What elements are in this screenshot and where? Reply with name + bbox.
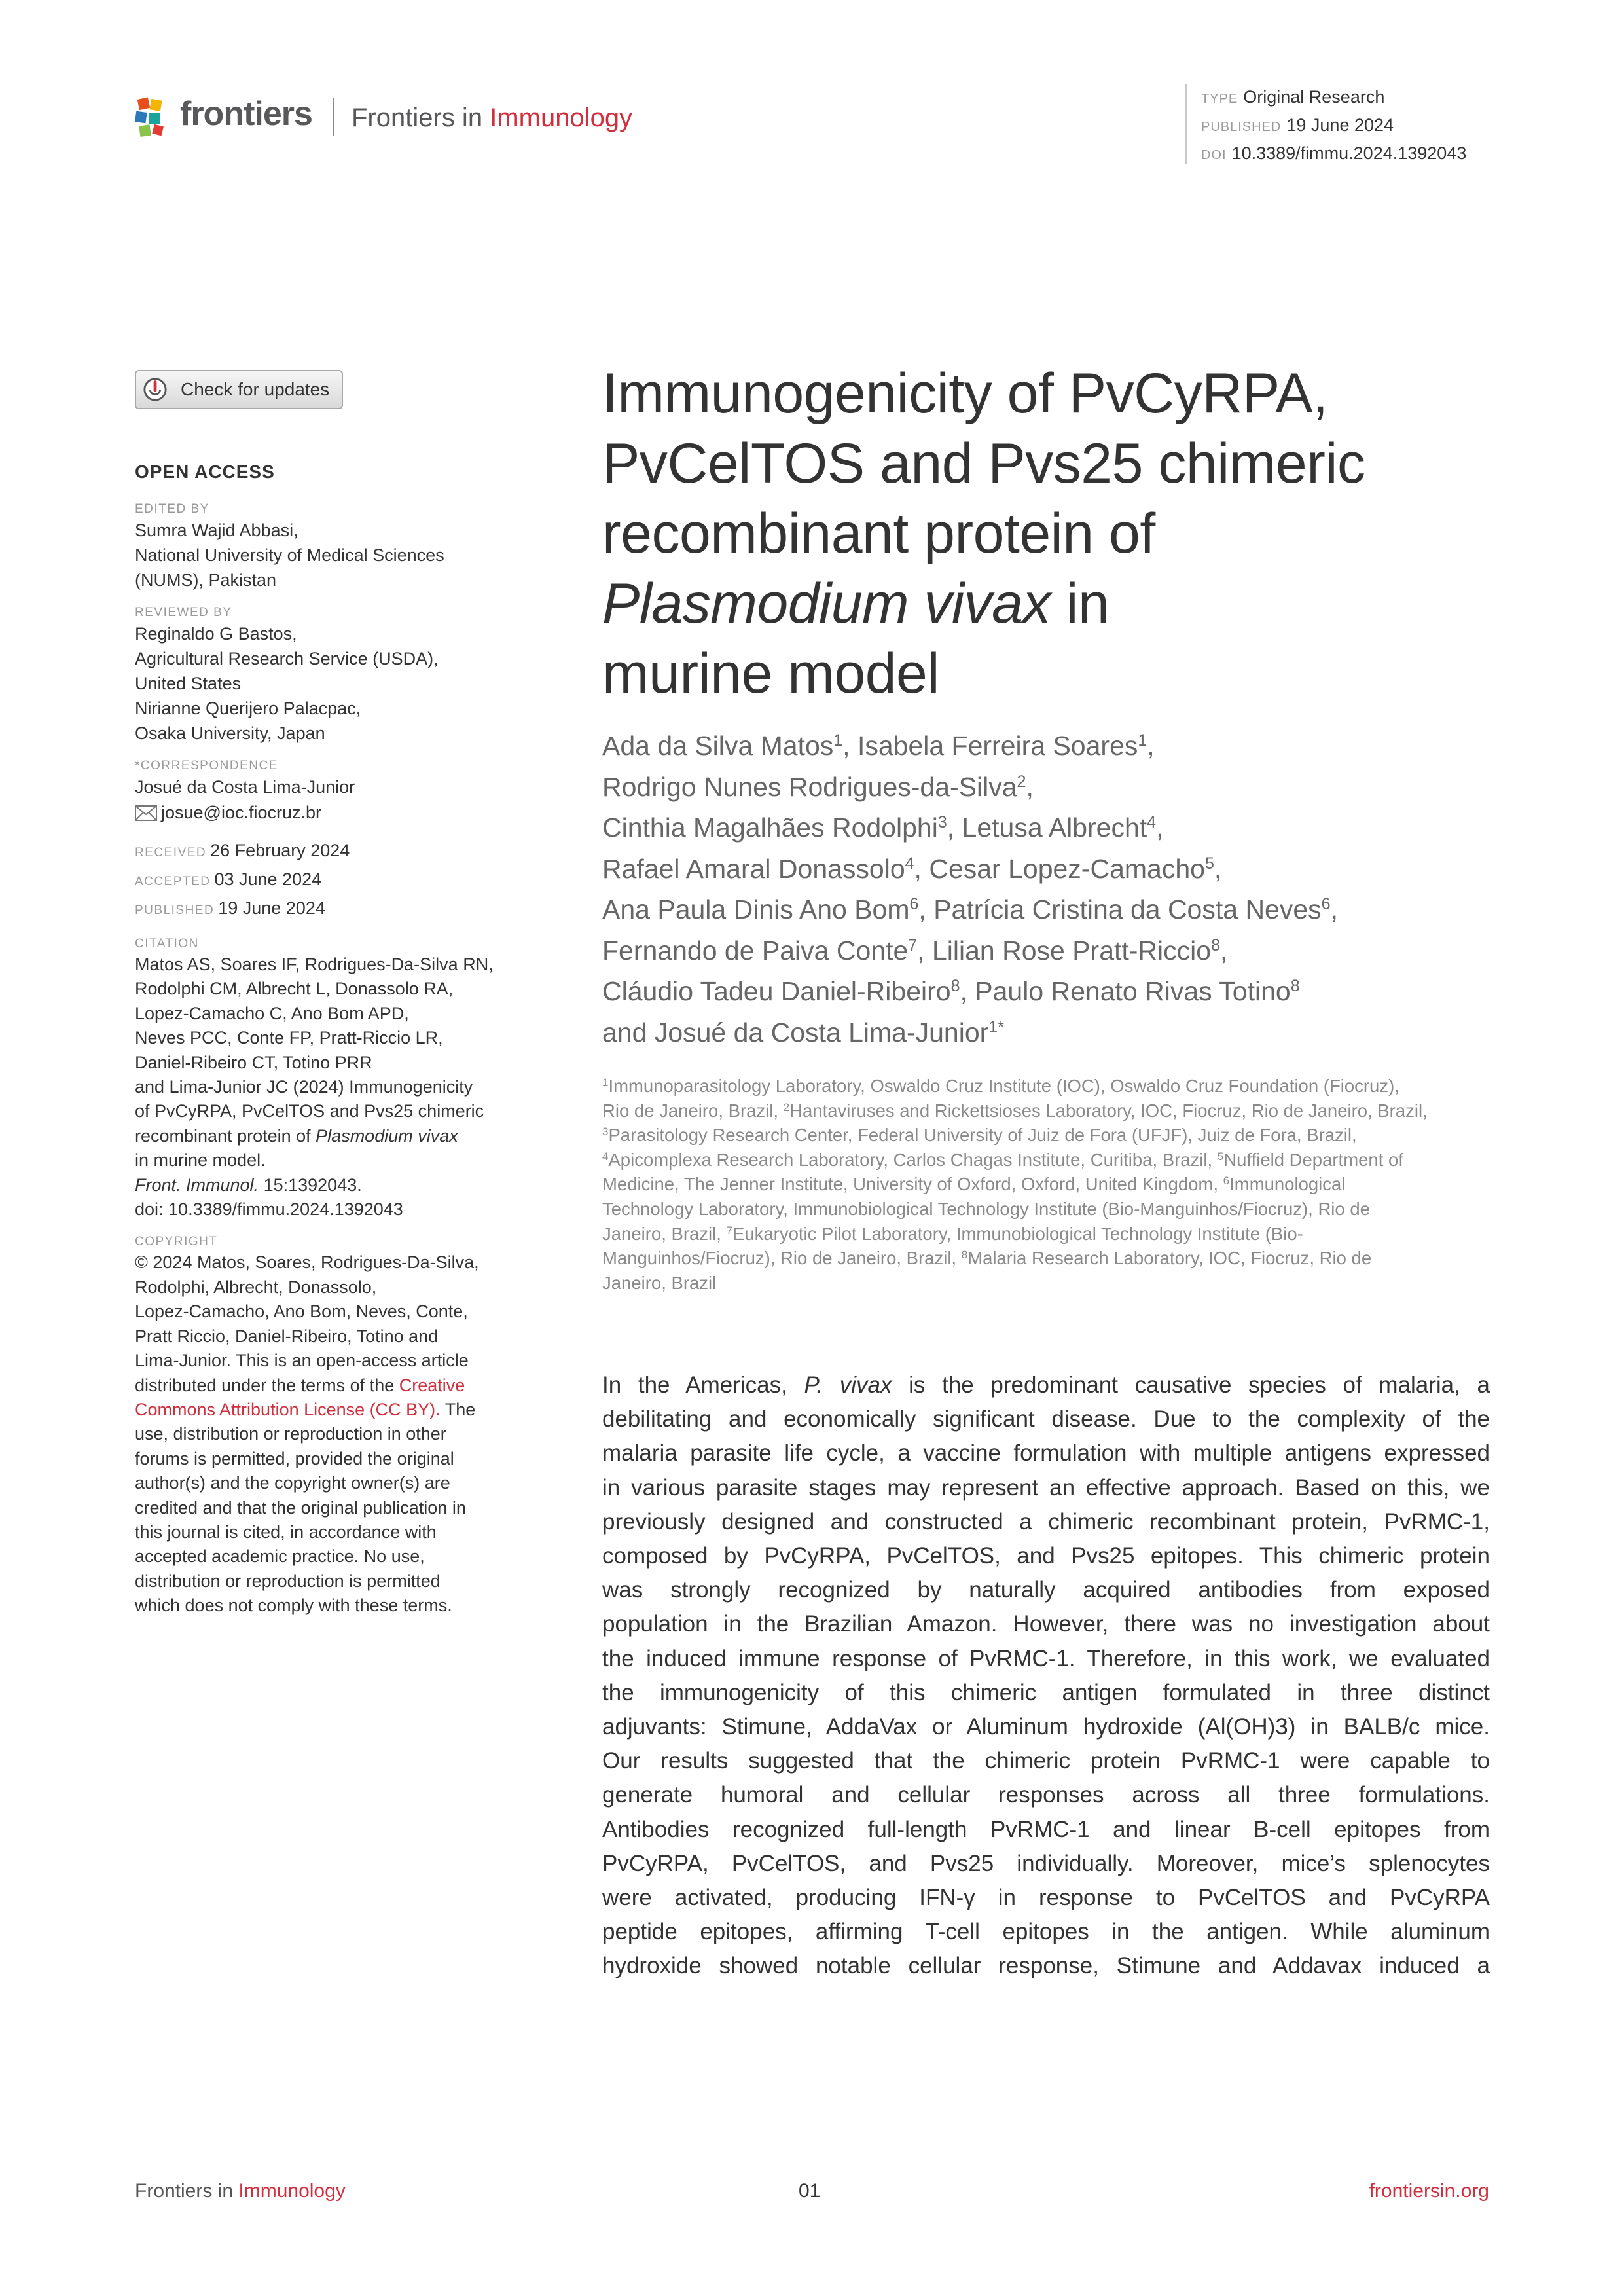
author-name[interactable]: Fernando de Paiva Conte xyxy=(602,935,909,966)
abstract-line xyxy=(602,1471,1490,1505)
abstract-line xyxy=(602,1778,1490,1812)
copyright-line: Pratt Riccio, Daniel-Ribeiro, Totino and xyxy=(135,1326,439,1346)
author-name[interactable]: Isabela Ferreira Soares xyxy=(857,731,1138,761)
affiliation-marker: 6 xyxy=(909,895,919,913)
editor-line: Sumra Wajid Abbasi, xyxy=(135,520,298,540)
text-segment: Manguinhos/Fiocruz), Rio de Janeiro, Brazil, xyxy=(602,1248,962,1269)
text-segment: adjuvants: Stimune, AddaVax or Aluminum hydroxide (Al(OH)3) in BALB/c mice. xyxy=(602,1714,1490,1740)
envelope-icon xyxy=(135,805,157,821)
dates-section xyxy=(135,837,528,924)
affiliation-line xyxy=(602,1246,1499,1271)
text-segment: the induced immune response of PvRMC-1. Therefore, in this work, we evaluated xyxy=(602,1645,1490,1671)
affiliation-list xyxy=(602,1074,1499,1295)
reviewer-line: Reginaldo G Bastos, xyxy=(135,624,297,644)
author-line xyxy=(602,889,1519,930)
edited-by-section xyxy=(135,501,528,592)
affiliation-marker: 1* xyxy=(988,1017,1004,1036)
date-published: PUBLISHED 19 June 2024 xyxy=(135,898,325,918)
copyright-line: distribution or reproduction is permitted xyxy=(135,1571,441,1591)
reviewer-line: Nirianne Querijero Palacpac, xyxy=(135,699,361,718)
edited-by-label: EDITED BY xyxy=(135,502,209,516)
author-name[interactable]: Ada da Silva Matos xyxy=(602,731,834,761)
text-segment: , xyxy=(1330,894,1338,924)
text-segment: Antibodies recognized full-length PvRMC-1 and linear B-cell epitopes from xyxy=(602,1816,1490,1842)
abstract-line xyxy=(602,1881,1490,1915)
article-sidebar xyxy=(135,462,528,1630)
author-name[interactable]: Letusa Albrecht xyxy=(962,812,1147,843)
text-segment: and xyxy=(602,1017,655,1048)
author-name[interactable]: Cesar Lopez-Camacho xyxy=(929,853,1205,884)
copyright-line: distributed under the terms of the Creative xyxy=(135,1375,465,1395)
affiliation-marker: 8 xyxy=(1211,936,1220,955)
text-segment: , xyxy=(947,812,962,843)
abstract-line xyxy=(602,1847,1490,1881)
citation-line: Neves PCC, Conte FP, Pratt-Riccio LR, xyxy=(135,1028,443,1048)
license-link[interactable]: Commons Attribution License (CC BY). xyxy=(135,1399,441,1419)
text-segment: , xyxy=(842,731,857,761)
citation-doi: doi: 10.3389/fimmu.2024.1392043 xyxy=(135,1199,403,1220)
footer-journal[interactable]: Frontiers in Immunology xyxy=(135,2180,346,2202)
copyright-label: COPYRIGHT xyxy=(135,1235,218,1249)
affiliation-marker: 6 xyxy=(1321,895,1331,913)
affiliation-line xyxy=(602,1148,1499,1173)
update-badge-icon xyxy=(143,377,168,402)
frontiers-logo-icon xyxy=(134,97,175,137)
author-name[interactable]: Rodrigo Nunes Rodrigues-da-Silva xyxy=(602,771,1017,802)
citation-line: of PvCyRPA, PvCelTOS and Pvs25 chimeric xyxy=(135,1101,484,1121)
title-line: murine model xyxy=(602,642,939,705)
page-header xyxy=(134,87,1489,164)
text-segment: PvCyRPA, PvCelTOS, and Pvs25 individually. Moreover, mice’s splenocytes xyxy=(602,1850,1490,1876)
author-line xyxy=(602,971,1519,1012)
affiliation-marker: 3 xyxy=(602,1125,609,1139)
affiliation-marker: 5 xyxy=(1217,1150,1224,1163)
copyright-line: which does not comply with these terms. xyxy=(135,1595,452,1616)
text-segment: malaria parasite life cycle, a vaccine formulation with multiple antigens expressed xyxy=(602,1440,1490,1467)
text-segment: Technology Laboratory, Immunobiological Technology Institute (Bio-Manguinhos/Fiocruz), Rio de xyxy=(602,1198,1370,1219)
page-number: 01 xyxy=(799,2180,821,2202)
text-segment: population in the Brazilian Amazon. However, there was no investigation about xyxy=(602,1611,1490,1637)
journal-name[interactable] xyxy=(352,103,632,133)
affiliation-marker: 1 xyxy=(833,731,843,750)
text-segment: in various parasite stages may represent an effective approach. Based on this, we xyxy=(602,1474,1490,1501)
meta-type: TYPE Original Research xyxy=(1201,87,1385,107)
citation-line: and Lima-Junior JC (2024) Immunogenicity xyxy=(135,1077,473,1097)
citation-line: Lopez-Camacho C, Ano Bom APD, xyxy=(135,1003,409,1023)
reviewer-line: United States xyxy=(135,674,242,693)
article-title xyxy=(602,359,1519,709)
reviewed-by-label: REVIEWED BY xyxy=(135,606,232,619)
copyright-line: author(s) and the copyright owner(s) are xyxy=(135,1473,450,1493)
title-line: Immunogenicity of PvCyRPA, xyxy=(602,362,1328,425)
affiliation-line xyxy=(602,1123,1499,1148)
text-segment: Malaria Research Laboratory, IOC, Fiocruz, Rio de xyxy=(967,1248,1372,1269)
author-line xyxy=(602,1012,1519,1053)
footer-site-link[interactable]: frontiersin.org xyxy=(1369,2180,1489,2202)
affiliation-marker: 3 xyxy=(937,813,947,831)
affiliation-marker: 4 xyxy=(602,1150,609,1163)
reviewer-line: Agricultural Research Service (USDA), xyxy=(135,649,439,668)
citation-line: Rodolphi CM, Albrecht L, Donassolo RA, xyxy=(135,979,454,999)
abstract-line xyxy=(602,1642,1490,1676)
abstract-line xyxy=(602,1573,1490,1607)
citation-line: in murine model. xyxy=(135,1150,266,1171)
open-access-label: OPEN ACCESS xyxy=(135,462,275,482)
affiliation-marker: 4 xyxy=(1147,813,1157,831)
text-segment: Medicine, The Jenner Institute, University of Oxford, Oxford, United Kingdom, xyxy=(602,1174,1223,1195)
abstract-line xyxy=(602,1607,1490,1641)
meta-published: PUBLISHED 19 June 2024 xyxy=(1201,115,1394,135)
author-line xyxy=(602,848,1519,890)
check-for-updates-button[interactable] xyxy=(135,370,343,409)
abstract-line xyxy=(602,1505,1490,1539)
title-line: PvCelTOS and Pvs25 chimeric xyxy=(602,432,1365,495)
affiliation-line xyxy=(602,1099,1499,1123)
text-segment: Hantaviruses and Rickettsioses Laboratory, IOC, Fiocruz, Rio de Janeiro, Brazil, xyxy=(789,1100,1428,1121)
italic-text: P. vivax xyxy=(804,1372,892,1398)
text-segment: were activated, producing IFN-γ in response to PvCelTOS and PvCyRPA xyxy=(602,1885,1490,1911)
abstract-line xyxy=(602,1744,1490,1778)
text-segment: , xyxy=(918,894,934,924)
affiliation-marker: 2 xyxy=(783,1101,790,1114)
text-segment: , xyxy=(914,853,929,884)
affiliation-line xyxy=(602,1271,1499,1296)
correspondence-section xyxy=(135,757,528,826)
text-segment: composed by PvCyRPA, PvCelTOS, and Pvs25 epitopes. This chimeric protein xyxy=(602,1543,1490,1569)
text-segment: was strongly recognized by naturally acquired antibodies from exposed xyxy=(602,1577,1490,1603)
journal-prefix: Frontiers in xyxy=(352,103,483,132)
abstract-line xyxy=(602,1915,1490,1949)
author-name[interactable]: Cláudio Tadeu Daniel-Ribeiro xyxy=(602,976,951,1006)
affiliation-marker: 8 xyxy=(1290,977,1300,995)
affiliation-marker: 6 xyxy=(1223,1175,1230,1188)
reviewed-by-section xyxy=(135,604,528,746)
header-divider xyxy=(333,98,334,136)
copyright-line: Rodolphi, Albrecht, Donassolo, xyxy=(135,1277,377,1297)
text-segment: Nuffield Department of xyxy=(1223,1149,1403,1170)
copyright-line: accepted academic practice. No use, xyxy=(135,1546,425,1567)
affiliation-marker: 7 xyxy=(908,936,918,955)
author-name[interactable]: Rafael Amaral Donassolo xyxy=(602,853,905,884)
title-line: Plasmodium vivax in xyxy=(602,572,1110,635)
abstract-line xyxy=(602,1813,1490,1847)
date-received: RECEIVED 26 February 2024 xyxy=(135,841,350,860)
affiliation-line xyxy=(602,1197,1499,1222)
text-segment: generate humoral and cellular responses across all three formulations. xyxy=(602,1782,1490,1808)
author-line xyxy=(602,807,1519,848)
author-line xyxy=(602,930,1519,972)
author-list xyxy=(602,725,1519,1053)
abstract xyxy=(602,1368,1490,1984)
affiliation-marker: 8 xyxy=(961,1248,968,1262)
abstract-line xyxy=(602,1676,1490,1710)
correspondence-name: Josué da Costa Lima-Junior xyxy=(135,777,355,797)
check-for-updates-label: Check for updates xyxy=(181,379,330,399)
meta-doi[interactable]: DOI 10.3389/fimmu.2024.1392043 xyxy=(1201,143,1467,163)
text-segment: Parasitology Research Center, Federal University of Juiz de Fora (UFJF), Juiz de Fora, Brazil, xyxy=(608,1125,1357,1146)
affiliation-marker: 2 xyxy=(1017,772,1026,791)
correspondence-email-row[interactable] xyxy=(135,799,528,826)
text-segment: Rio de Janeiro, Brazil, xyxy=(602,1100,784,1121)
correspondence-label: *CORRESPONDENCE xyxy=(135,759,278,773)
citation-line: Daniel-Ribeiro CT, Totino PRR xyxy=(135,1052,372,1072)
text-segment: Eukaryotic Pilot Laboratory, Immunobiological Technology Institute (Bio- xyxy=(732,1223,1303,1244)
text-segment: previously designed and constructed a chimeric recombinant protein, PvRMC-1, xyxy=(602,1508,1490,1535)
abstract-line xyxy=(602,1949,1490,1983)
text-segment: , xyxy=(1219,935,1228,966)
affiliation-line xyxy=(602,1222,1499,1247)
abstract-line xyxy=(602,1368,1490,1402)
text-segment: , xyxy=(1147,731,1155,761)
copyright-line: Lopez-Camacho, Ano Bom, Neves, Conte, xyxy=(135,1302,468,1322)
text-segment: Immunological xyxy=(1229,1174,1346,1195)
abstract-line xyxy=(602,1436,1490,1470)
author-line xyxy=(602,725,1519,767)
copyright-line: use, distribution or reproduction in other xyxy=(135,1424,446,1444)
text-segment: Janeiro, Brazil xyxy=(602,1272,717,1293)
copyright-line: Lima-Junior. This is an open-access article xyxy=(135,1351,469,1371)
affiliation-marker: 1 xyxy=(602,1076,609,1089)
author-name[interactable]: Lilian Rose Pratt-Riccio xyxy=(931,935,1212,966)
text-segment: peptide epitopes, affirming T-cell epitopes in the antigen. While aluminum xyxy=(602,1919,1490,1945)
copyright-line: forums is permitted, provided the original xyxy=(135,1448,454,1468)
text-segment: , xyxy=(917,935,932,966)
frontiers-wordmark: frontiers xyxy=(180,95,312,133)
text-segment: , xyxy=(1156,812,1164,843)
text-segment: In the Americas, xyxy=(602,1372,804,1398)
license-link[interactable]: Creative xyxy=(399,1375,465,1395)
copyright-line: © 2024 Matos, Soares, Rodrigues-Da-Silva, xyxy=(135,1252,479,1273)
author-name[interactable]: Patrícia Cristina da Costa Neves xyxy=(933,894,1322,924)
affiliation-marker: 8 xyxy=(950,977,960,995)
text-segment: , xyxy=(960,976,975,1006)
text-segment: the immunogenicity of this chimeric antigen formulated in three distinct xyxy=(602,1679,1490,1705)
text-segment: , xyxy=(1026,771,1034,802)
text-segment: Apicomplexa Research Laboratory, Carlos Chagas Institute, Curitiba, Brazil, xyxy=(608,1149,1218,1170)
copyright-line: this journal is cited, in accordance with xyxy=(135,1522,437,1542)
affiliation-marker: 1 xyxy=(1138,731,1147,750)
article-meta xyxy=(1185,84,1506,164)
text-segment: Janeiro, Brazil, xyxy=(602,1223,727,1244)
affiliation-line xyxy=(602,1172,1499,1197)
text-segment: , xyxy=(1214,853,1222,884)
affiliation-marker: 7 xyxy=(726,1224,732,1237)
editor-line: (NUMS), Pakistan xyxy=(135,570,277,590)
editor-line: National University of Medical Sciences xyxy=(135,545,444,565)
text-segment: is the predominant causative species of malaria, a xyxy=(892,1372,1490,1398)
author-name[interactable]: Josué da Costa Lima-Junior xyxy=(654,1017,989,1048)
text-segment: Immunoparasitology Laboratory, Oswaldo Cruz Institute (IOC), Oswaldo Cruz Foundation (Fiocruz), xyxy=(608,1076,1399,1096)
author-name[interactable]: Cinthia Magalhães Rodolphi xyxy=(602,812,938,843)
abstract-line xyxy=(602,1539,1490,1573)
affiliation-marker: 5 xyxy=(1204,854,1214,873)
affiliation-line xyxy=(602,1074,1499,1099)
title-line: recombinant protein of xyxy=(602,502,1155,565)
citation-label: CITATION xyxy=(135,937,199,951)
text-segment: debilitating and economically significant disease. Due to the complexity of the xyxy=(602,1406,1490,1432)
citation-line: recombinant protein of Plasmodium vivax xyxy=(135,1125,458,1146)
text-segment: Our results suggested that the chimeric protein PvRMC-1 were capable to xyxy=(602,1748,1490,1774)
author-name[interactable]: Ana Paula Dinis Ano Bom xyxy=(602,894,910,924)
author-line xyxy=(602,767,1519,808)
citation-section xyxy=(135,936,528,1222)
abstract-line xyxy=(602,1710,1490,1744)
date-accepted: ACCEPTED 03 June 2024 xyxy=(135,869,322,889)
citation-line: Front. Immunol. 15:1392043. xyxy=(135,1175,362,1195)
journal-title: Immunology xyxy=(490,103,633,132)
copyright-line: Commons Attribution License (CC BY). The xyxy=(135,1399,476,1419)
copyright-section xyxy=(135,1233,528,1618)
reviewer-line: Osaka University, Japan xyxy=(135,723,325,743)
text-segment: hydroxide showed notable cellular response, Stimune and Addavax induced a xyxy=(602,1953,1490,1979)
citation-line: Matos AS, Soares IF, Rodrigues-Da-Silva RN, xyxy=(135,955,494,974)
author-name[interactable]: Paulo Renato Rivas Totino xyxy=(975,976,1291,1006)
abstract-line xyxy=(602,1402,1490,1436)
correspondence-email[interactable]: josue@ioc.fiocruz.br xyxy=(161,803,322,822)
affiliation-marker: 4 xyxy=(905,854,914,873)
copyright-line: credited and that the original publication in xyxy=(135,1497,466,1518)
